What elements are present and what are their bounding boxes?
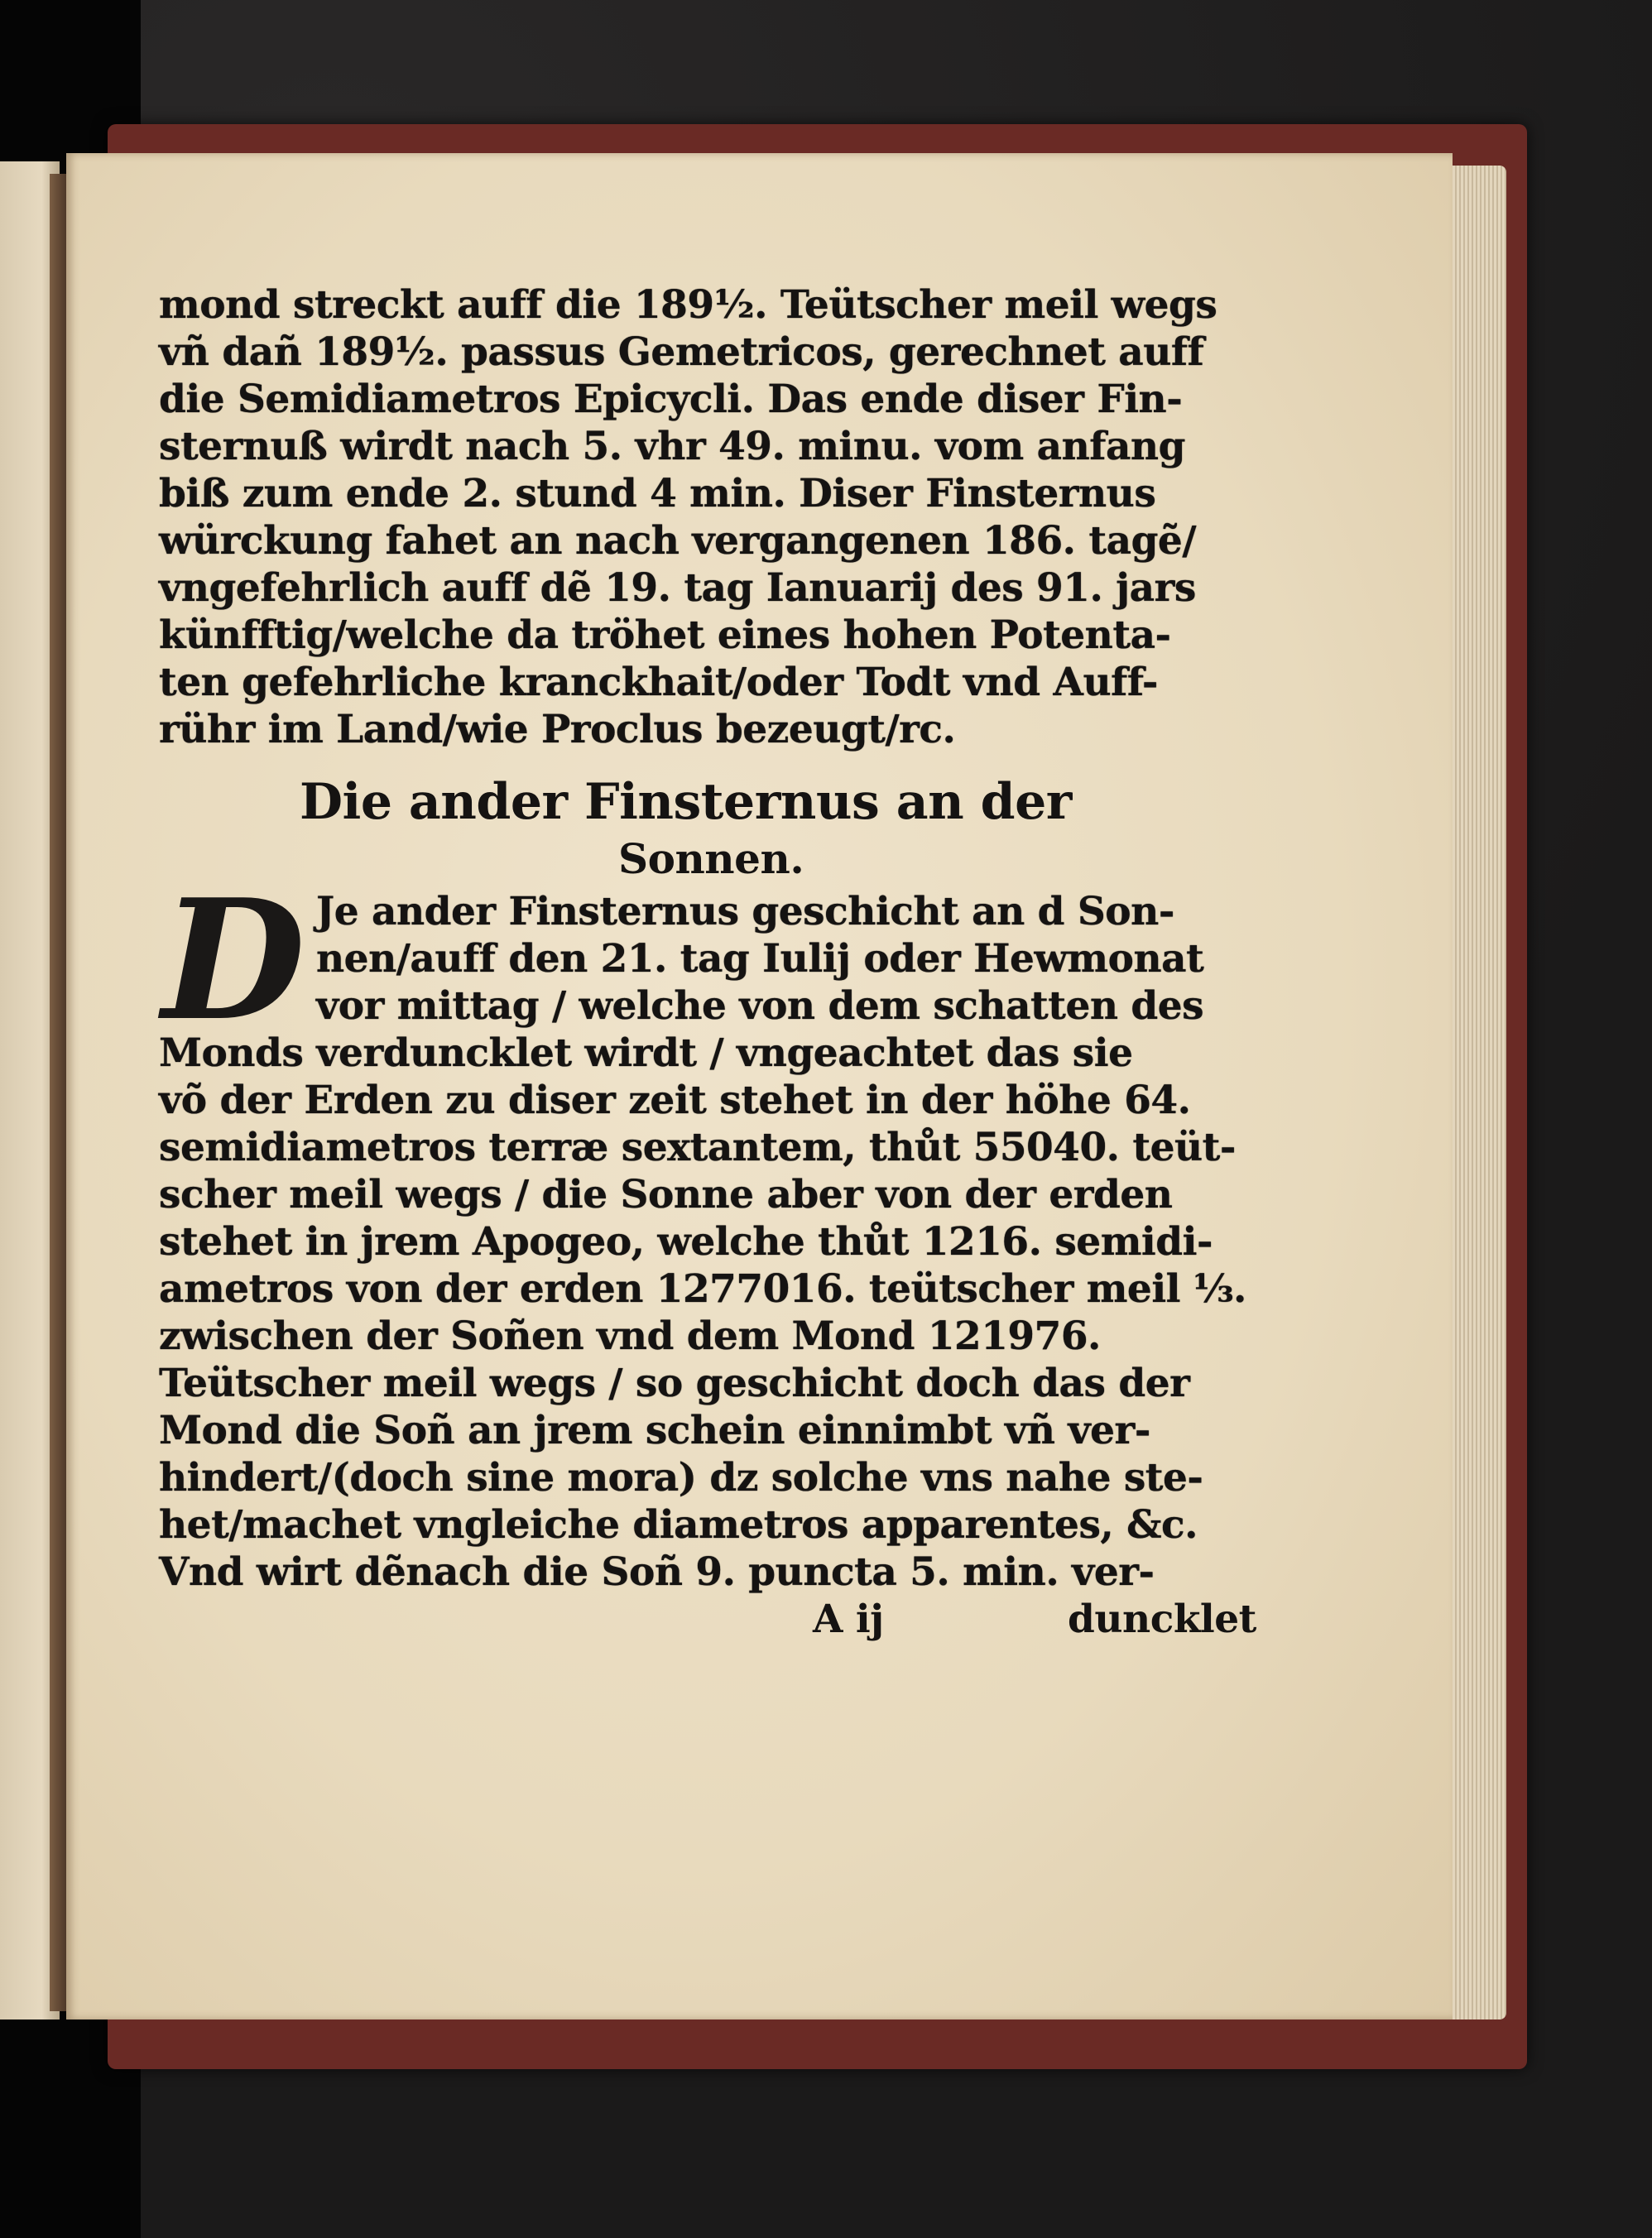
book-page xyxy=(66,153,1453,2019)
text-line: Vnd wirt dẽnach die Soñ 9. puncta 5. min. ver- xyxy=(159,1549,1155,1595)
text-line: vñ dañ 189½. passus Gemetricos, gerechnet auff xyxy=(159,329,1204,375)
catchword: duncklet xyxy=(1068,1597,1256,1642)
text-line: vngefehrlich auff dẽ 19. tag Ianuarij des 91. jars xyxy=(159,565,1196,611)
text-line: nen/auff den 21. tag Iulij oder Hewmonat xyxy=(316,936,1204,982)
text-line: ten gefehrliche kranckhait/oder Todt vnd Auff- xyxy=(159,660,1158,705)
section-heading: Die ander Finsternus an der xyxy=(300,773,1072,831)
top-paragraph xyxy=(159,281,1260,753)
text-line: het/machet vngleiche diametros apparentes, &c. xyxy=(159,1502,1198,1548)
text-line: die Semidiametros Epicycli. Das ende diser Fin- xyxy=(159,377,1183,422)
section-heading-continued: Sonnen. xyxy=(618,834,804,883)
text-line: biß zum ende 2. stund 4 min. Diser Finsternus xyxy=(159,471,1156,516)
page-footer xyxy=(159,1596,1260,1645)
text-line: hindert/(doch sine mora) dz solche vns nahe ste- xyxy=(159,1455,1203,1501)
text-line: würckung fahet an nach vergangenen 186. tagẽ/ xyxy=(159,518,1196,564)
text-line: vor mittag / welche von dem schatten des xyxy=(316,983,1204,1029)
text-line: stehet in jrem Apogeo, welche thůt 1216. semidi- xyxy=(159,1219,1213,1265)
text-line: Je ander Finsternus geschicht an d Son- xyxy=(316,889,1174,934)
body-paragraph xyxy=(159,1030,1260,1596)
page-text xyxy=(159,281,1260,1645)
text-line: rühr im Land/wie Proclus bezeugt/rc. xyxy=(159,707,956,752)
text-line: semidiametros terræ sextantem, thůt 55040. teüt- xyxy=(159,1125,1236,1170)
text-line: scher meil wegs / die Sonne aber von der erden xyxy=(159,1172,1173,1217)
text-line: mond streckt auff die 189½. Teütscher meil wegs xyxy=(159,282,1217,328)
decorated-initial: D xyxy=(161,863,305,1058)
text-line: Teütscher meil wegs / so geschicht doch das der xyxy=(159,1361,1190,1406)
book-gutter xyxy=(50,174,68,2011)
text-line: võ der Erden zu diser zeit stehet in der höhe 64. xyxy=(159,1078,1191,1123)
text-line: zwischen der Soñen vnd dem Mond 121976. xyxy=(159,1314,1101,1359)
text-line: Monds verduncklet wirdt / vngeachtet das sie xyxy=(159,1030,1133,1076)
text-line: Mond die Soñ an jrem schein einnimbt vñ ver- xyxy=(159,1408,1150,1453)
text-line: künfftig/welche da tröhet eines hohen Potenta- xyxy=(159,612,1171,658)
text-line: sternuß wirdt nach 5. vhr 49. minu. vom anfang xyxy=(159,424,1185,469)
signature-mark: A ij xyxy=(813,1597,884,1642)
text-line: ametros von der erden 1277016. teütscher meil ⅓. xyxy=(159,1266,1246,1312)
